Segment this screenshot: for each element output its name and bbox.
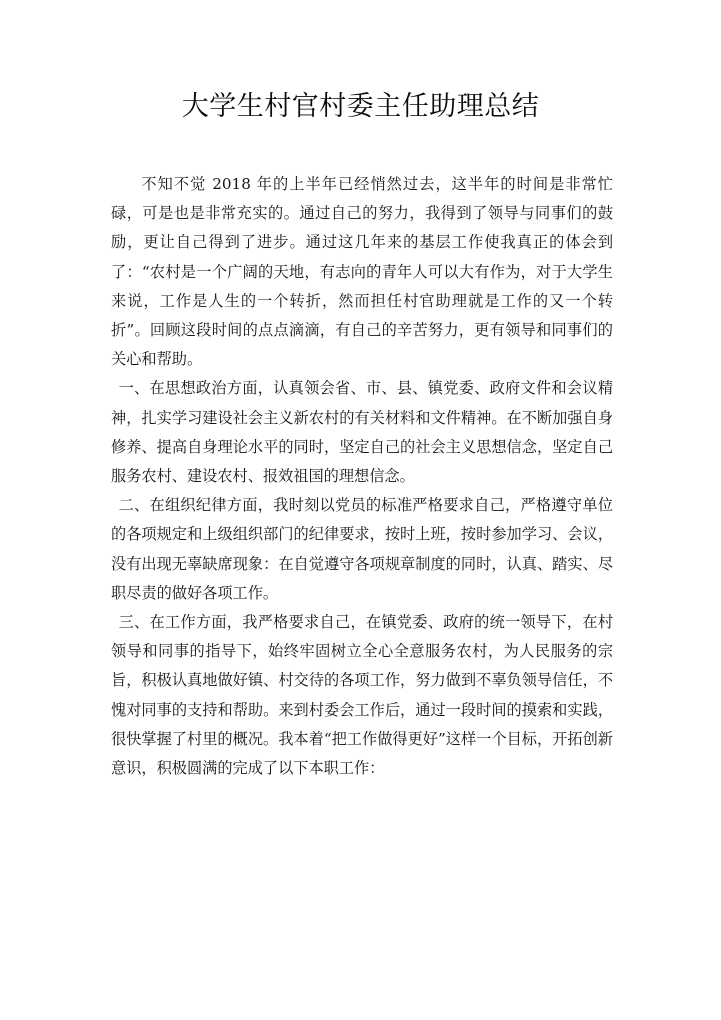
document-body	[111, 170, 613, 783]
paragraph-intro: 不知不觉 2018 年的上半年已经悄然过去，这半年的时间是非常忙碌，可是也是非常充实的。通过自己的努力，我得到了领导与同事们的鼓励，更让自己得到了进步。通过这几年来的基层工作使我真正的体会到了：“农村是一个广阔的天地，有志向的青年人可以大有作为，对于大学生来说，工作是人生的一个转折，然而担任村官助理就是工作的又一个转折”。回顾这段时间的点点滴滴，有自己的辛苦努力，更有领导和同事们的关心和帮助。	[111, 175, 613, 369]
document-title: 大学生村官村委主任助理总结	[181, 91, 540, 122]
paragraph-section-2-discipline: 二、在组织纪律方面，我时刻以党员的标准严格要求自己，严格遵守单位的各项规定和上级组织部门的纪律要求，按时上班，按时参加学习、会议，没有出现无辜缺席现象：在自觉遵守各项规章制度的同时，认真、踏实、尽职尽责的做好各项工作。	[111, 496, 613, 602]
paragraph-section-1-ideology: 一、在思想政治方面，认真领会省、市、县、镇党委、政府文件和会议精神，扎实学习建设社会主义新农村的有关材料和文件精神。在不断加强自身修养、提高自身理论水平的同时，坚定自己的社会主义思想信念，坚定自己服务农村、建设农村、报效祖国的理想信念。	[111, 379, 613, 486]
paragraph-section-3-work: 三、在工作方面，我严格要求自己，在镇党委、政府的统一领导下，在村领导和同事的指导下，始终牢固树立全心全意服务农村，为人民服务的宗旨，积极认真地做好镇、村交待的各项工作，努力做到不辜负领导信任，不愧对同事的支持和帮助。来到村委会工作后，通过一段时间的摸索和实践，很快掌握了村里的概况。我本着“把工作做得更好”这样一个目标，开拓创新意识，积极圆满的完成了以下本职工作：	[111, 613, 613, 778]
